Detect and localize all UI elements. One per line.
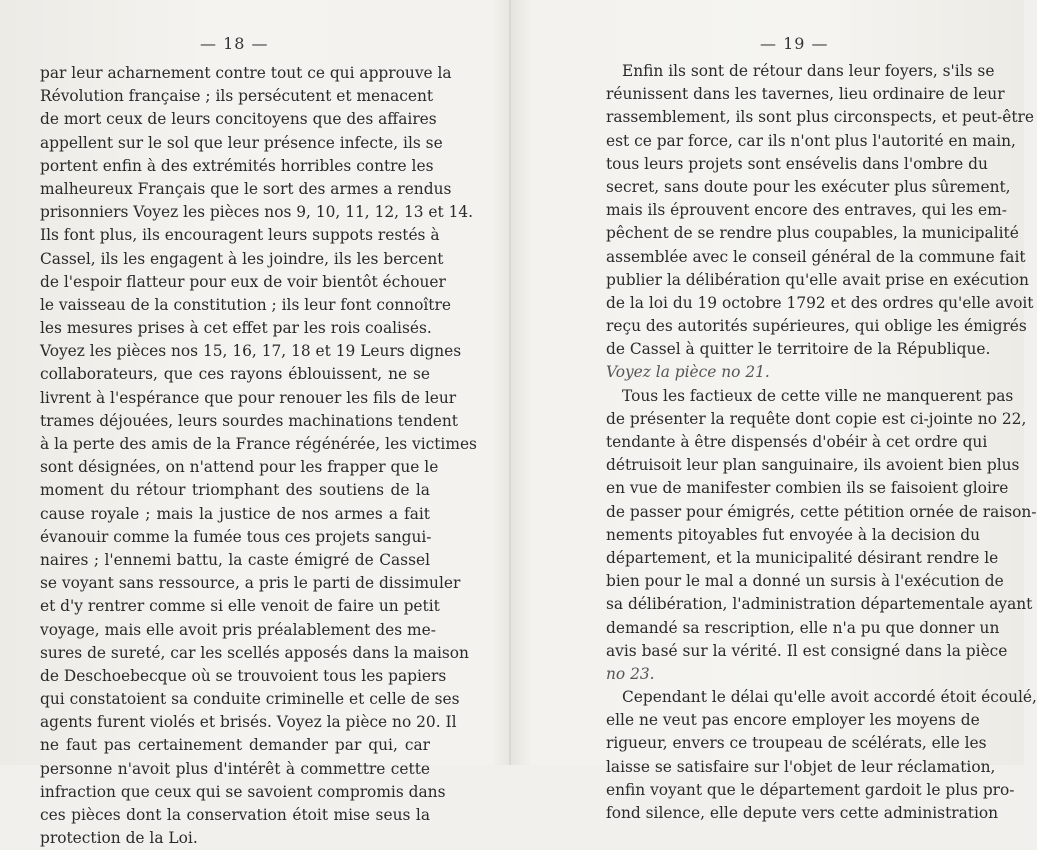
text-line: nements pitoyables fut envoyée à la decision du xyxy=(606,525,981,544)
book-gutter xyxy=(509,0,511,765)
text-line: demandé sa rescription, elle n'a pu que donner un xyxy=(606,618,1000,637)
text-line: détruisoit leur plan sanguinaire, ils avoient bien plus xyxy=(606,456,1020,475)
right-page-text xyxy=(606,60,1037,825)
page-number: — 18 — xyxy=(200,34,269,53)
text-line: protection de la Loi. xyxy=(40,829,198,848)
text-line: personne n'avoit plus d'intérêt à commettre cette xyxy=(40,759,430,778)
text-line: malheureux Français que le sort des armes a rendus xyxy=(40,179,452,198)
text-line: les mesures prises à cet effet par les rois coalisés. xyxy=(40,319,432,338)
text-line: réunissent dans les tavernes, lieu ordinaire de leur xyxy=(606,85,1005,104)
text-line: en vue de manifester combien ils se faisoient gloire xyxy=(606,479,1009,498)
text-line: trames déjouées, leurs sourdes machinations tendent xyxy=(40,411,458,430)
text-line: agents furent violés et brisés. Voyez la pièce no 20. Il xyxy=(40,713,457,732)
text-line: est ce par force, car ils n'ont plus l'autorité en main, xyxy=(606,131,1016,150)
text-line: fond silence, elle depute vers cette administration xyxy=(606,804,999,822)
text-line: et d'y rentrer comme si elle venoit de faire un petit xyxy=(40,597,440,616)
text-line: Cassel, ils les engagent à les joindre, ils les bercent xyxy=(40,249,444,268)
text-line: Cependant le délai qu'elle avoit accordé étoit écoulé, xyxy=(622,688,1037,707)
left-page-text xyxy=(40,62,477,850)
text-line: reçu des autorités supérieures, qui oblige les émigrés xyxy=(606,317,1027,336)
text-line: Voyez les pièces nos 15, 16, 17, 18 et 19 Leurs dignes xyxy=(40,342,462,361)
text-line: Ils font plus, ils encouragent leurs suppots restés à xyxy=(40,226,440,245)
text-line: no 23. xyxy=(606,664,655,683)
text-line: portent enfin à des extrémités horribles contre les xyxy=(40,156,434,175)
page-number: — 19 — xyxy=(760,34,829,53)
text-line: voyage, mais elle avoit pris préalablement des me- xyxy=(40,620,436,639)
text-line: rigueur, envers ce troupeau de scélérats, elle les xyxy=(606,734,987,753)
text-line: se voyant sans ressource, a pris le parti de dissimuler xyxy=(40,574,461,593)
text-line: rassemblement, ils sont plus circonspects, et peut-être xyxy=(606,108,1035,127)
text-line: qui constatoient sa conduite criminelle et celle de ses xyxy=(40,690,460,709)
text-line: département, et la municipalité désirant rendre le xyxy=(606,548,999,567)
text-line: mais ils éprouvent encore des entraves, qui les em- xyxy=(606,201,1007,220)
text-line: de Cassel à quitter le territoire de la République. xyxy=(606,340,991,359)
text-line: enfin voyant que le département gardoit le plus pro- xyxy=(606,780,1015,799)
text-line: de présenter la requête dont copie est ci-jointe no 22, xyxy=(606,409,1027,428)
text-line: appellent sur le sol que leur présence infecte, ils se xyxy=(40,133,443,152)
text-line: à la perte des amis de la France régénérée, les victimes xyxy=(40,435,477,453)
text-line: de la loi du 19 octobre 1792 et des ordres qu'elle avoit xyxy=(606,293,1034,312)
text-line: prisonniers Voyez les pièces nos 9, 10, 11, 12, 13 et 14. xyxy=(40,203,474,222)
text-line: livrent à l'espérance que pour renouer les fils de leur xyxy=(40,388,457,407)
text-line: naires ; l'ennemi battu, la caste émigré de Cassel xyxy=(40,550,430,569)
text-line: avis basé sur la vérité. Il est consigné dans la pièce xyxy=(606,641,1008,660)
text-line: cause royale ; mais la justice de nos armes a fait xyxy=(40,504,430,523)
text-line: tous leurs projets sont ensévelis dans l'ombre du xyxy=(606,154,988,173)
text-line: de mort ceux de leurs concitoyens que des affaires xyxy=(40,110,437,129)
text-line: tendante à être dispensés d'obéir à cet ordre qui xyxy=(606,433,988,451)
text-line: elle ne veut pas encore employer les moyens de xyxy=(606,711,980,730)
text-line: sures de sureté, car les scellés apposés dans la maison xyxy=(40,643,469,662)
text-line: pêchent de se rendre plus coupables, la municipalité xyxy=(606,224,1019,243)
text-line: moment du rétour triomphant des soutiens de la xyxy=(40,481,430,500)
text-line: de l'espoir flatteur pour eux de voir bientôt échouer xyxy=(40,272,446,291)
text-line: Tous les factieux de cette ville ne manquerent pas xyxy=(622,386,1014,405)
text-line: publier la délibération qu'elle avait prise en exécution xyxy=(606,270,1029,289)
text-line: laisse se satisfaire sur l'objet de leur réclamation, xyxy=(606,757,996,776)
text-line: infraction que ceux qui se savoient compromis dans xyxy=(40,782,446,801)
text-line: sont désignées, on n'attend pour les frapper que le xyxy=(40,458,439,477)
text-line: de Deschoebecque où se trouvoient tous les papiers xyxy=(40,666,447,685)
text-line: collaborateurs, que ces rayons éblouissent, ne se xyxy=(40,365,430,384)
text-line: évanouir comme la fumée tous ces projets sangui- xyxy=(40,527,432,546)
text-line: assemblée avec le conseil général de la commune fait xyxy=(606,247,1026,266)
text-line: Voyez la pièce no 21. xyxy=(606,363,770,382)
text-line: le vaisseau de la constitution ; ils leur font connoître xyxy=(40,295,451,314)
text-line: de passer pour émigrés, cette pétition ornée de raison- xyxy=(606,502,1037,521)
text-line: ces pièces dont la conservation étoit mise seus la xyxy=(40,806,430,824)
text-line: sa délibération, l'administration départementale ayant xyxy=(606,595,1033,614)
text-line: bien pour le mal a donné un sursis à l'exécution de xyxy=(606,572,1004,591)
text-line: ne faut pas certainement demander par qui, car xyxy=(40,736,430,755)
text-line: par leur acharnement contre tout ce qui approuve la xyxy=(40,64,452,82)
text-line: secret, sans doute pour les exécuter plus sûrement, xyxy=(606,177,1011,196)
text-line: Révolution française ; ils persécutent et menacent xyxy=(40,87,434,106)
text-line: Enfin ils sont de rétour dans leur foyers, s'ils se xyxy=(622,62,995,80)
